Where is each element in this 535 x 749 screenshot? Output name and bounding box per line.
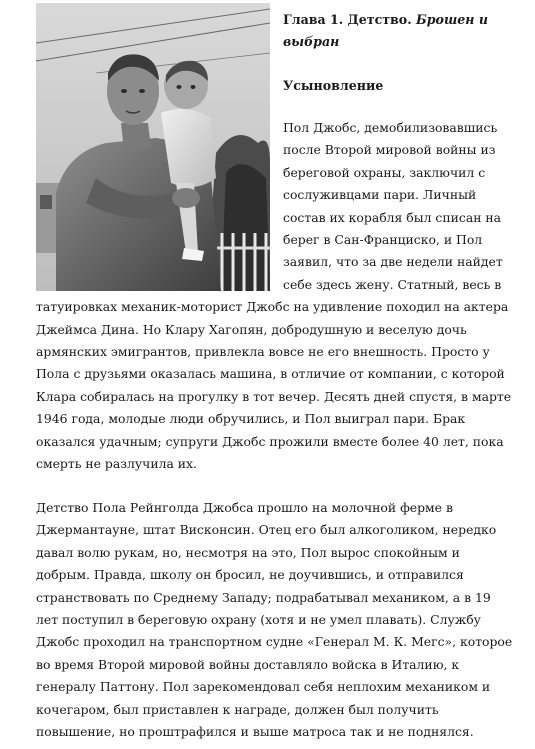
section-title: Усыновление [283, 78, 384, 93]
photo-wrap-spacer [36, 117, 283, 274]
paragraph-1: Пол Джобс, демобилизовавшись после Второй мировой войны из береговой охраны, заключил с сослуживцами пари. Личный состав их корабля был списан на берег в Сан-Франциско, и Пол заявил, что за две недели найдет себе здесь жену. Статный, весь в татуировках механик-моторист Джобс на удивление походил на актера Джеймса Дина. Но Клару Хагопян, добродушную и веселую дочь армянских эмигрантов, привлекла вовсе не его внешность. Просто у Пола с друзьями оказалась машина, в отличие от компании, с которой Клара собиралась на прогулку в тот вечер. Десять дней спустя, в марте 1946 года, молодые люди обручились, и Пол выиграл пари. Брак оказался удачным; супруги Джобс прожили вместе более 40 лет, пока смерть не разлучила их. [36, 120, 512, 472]
chapter-subtitle: Брошен и выбран [283, 12, 489, 49]
chapter-label: Глава 1. Детство. [283, 12, 412, 27]
paragraph-1-wrap [36, 117, 516, 476]
paragraph-2: Детство Пола Рейнголда Джобса прошло на молочной ферме в Джермантауне, штат Висконсин. Отец его был алкоголиком, нередко давал волю рукам, но, несмотря на это, Пол вырос спокойным и добрым. Правда, школу он бросил, не доучившись, и отправился странствовать по Среднему Западу; подрабатывал механиком, а в 19 лет поступил в береговую охрану (хотя и не умел плавать). Службу Джобс проходил на транспортном судне «Генерал М. К. Мегс», которое во время Второй мировой войны доставляло войска в Италию, к генералу Паттону. Пол зарекомендовал себя неплохим механиком и кочегаром, был приставлен к награде, должен был получить повышение, но проштрафился и выше матроса так и не поднялся. [36, 500, 513, 740]
chapter-title [283, 9, 513, 53]
